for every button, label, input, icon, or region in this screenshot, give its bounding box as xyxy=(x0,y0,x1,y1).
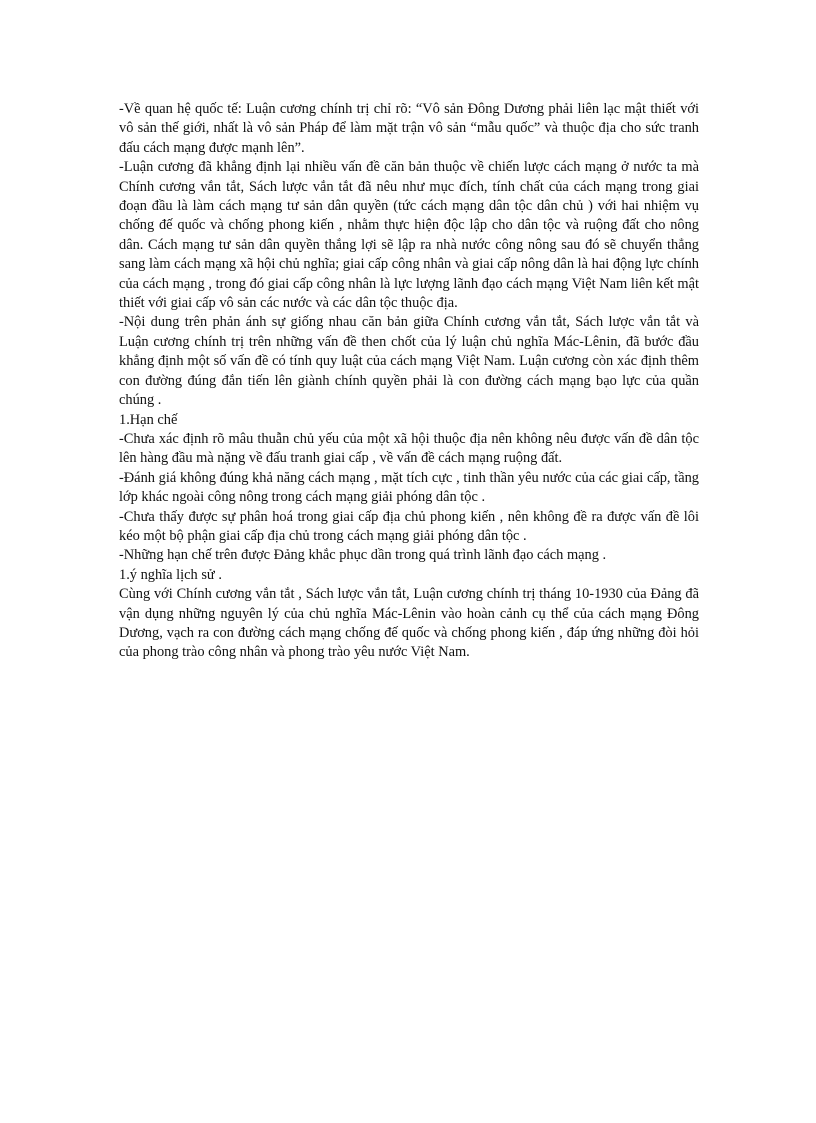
section-heading-significance: 1.ý nghĩa lịch sử . xyxy=(119,566,222,583)
paragraph-international-relations: -Về quan hệ quốc tế: Luận cương chính trị chỉ rõ: “Vô sản Đông Dương phải liên lạc mật thiết với vô sản thế giới, nhất là vô sản Pháp để làm mặt trận vô sản “mẫu quốc” và thuộc địa cho sức tranh đấu cách mạng được mạnh lên”. xyxy=(119,101,699,156)
paragraph-historical-significance: Cùng với Chính cương vắn tắt , Sách lược vắn tắt, Luận cương chính trị tháng 10-1930 của Đảng đã vận dụng những nguyên lý của chủ nghĩa Mác-Lênin vào hoàn cảnh cụ thể của cách mạng Đông Dương, vạch ra con đường cách mạng chống đế quốc và chống phong kiến , đáp ứng những đòi hỏi của phong trào công nhân và phong trào yêu nước Việt Nam. xyxy=(119,586,699,661)
document-body xyxy=(119,100,699,663)
paragraph-content-similarity: -Nội dung trên phản ánh sự giống nhau căn bản giữa Chính cương vắn tắt, Sách lược vắn tắt và Luận cương chính trị trên những vấn đề then chốt của lý luận chủ nghĩa Mác-Lênin, đã bước đầu khẳng định một số vấn đề có tính quy luật của cách mạng Việt Nam. Luận cương còn xác định thêm con đường đúng đắn tiến lên giành chính quyền phải là con đường cách mạng bạo lực của quần chúng . xyxy=(119,314,699,409)
paragraph-strategy-affirmation: -Luận cương đã khẳng định lại nhiều vấn đề căn bản thuộc về chiến lược cách mạng ở nước ta mà Chính cương vắn tắt, Sách lược vắn tắt đã nêu như mục đích, tính chất của cách mạng trong giai đoạn đầu là làm cách mạng tư sản dân quyền (tức cách mạng dân tộc dân chủ ) với hai nhiệm vụ chống đế quốc và chống phong kiến , nhằm thực hiện độc lập cho dân tộc và ruộng đất cho nông dân. Cách mạng tư sản dân quyền thắng lợi sẽ lập ra nhà nước công nông sau đó sẽ chuyển thẳng sang làm cách mạng xã hội chủ nghĩa; giai cấp công nhân và giai cấp nông dân là hai động lực chính của cách mạng , trong đó giai cấp công nhân là lực lượng lãnh đạo cách mạng Việt Nam liên kết mật thiết với giai cấp vô sản các nước và các dân tộc thuộc địa. xyxy=(119,159,699,312)
paragraph-limitation-assessment: -Đánh giá không đúng khả năng cách mạng , mặt tích cực , tinh thần yêu nước của các giai cấp, tầng lớp khác ngoài công nông trong cách mạng giải phóng dân tộc . xyxy=(119,469,699,506)
paragraph-limitation-differentiation: -Chưa thấy được sự phân hoá trong giai cấp địa chủ phong kiến , nên không đề ra được vấn đề lôi kéo một bộ phận giai cấp địa chủ trong cách mạng giải phóng dân tộc . xyxy=(119,508,699,544)
paragraph-limitation-overcome: -Những hạn chế trên được Đảng khắc phục dần trong quá trình lãnh đạo cách mạng . xyxy=(119,547,607,564)
section-heading-limitations: 1.Hạn chế xyxy=(119,411,178,428)
paragraph-limitation-contradiction: -Chưa xác định rõ mâu thuẫn chủ yếu của một xã hội thuộc địa nên không nêu được vấn đề dân tộc lên hàng đầu mà nặng về đấu tranh giai cấp , về vấn đề cách mạng ruộng đất. xyxy=(119,430,699,467)
